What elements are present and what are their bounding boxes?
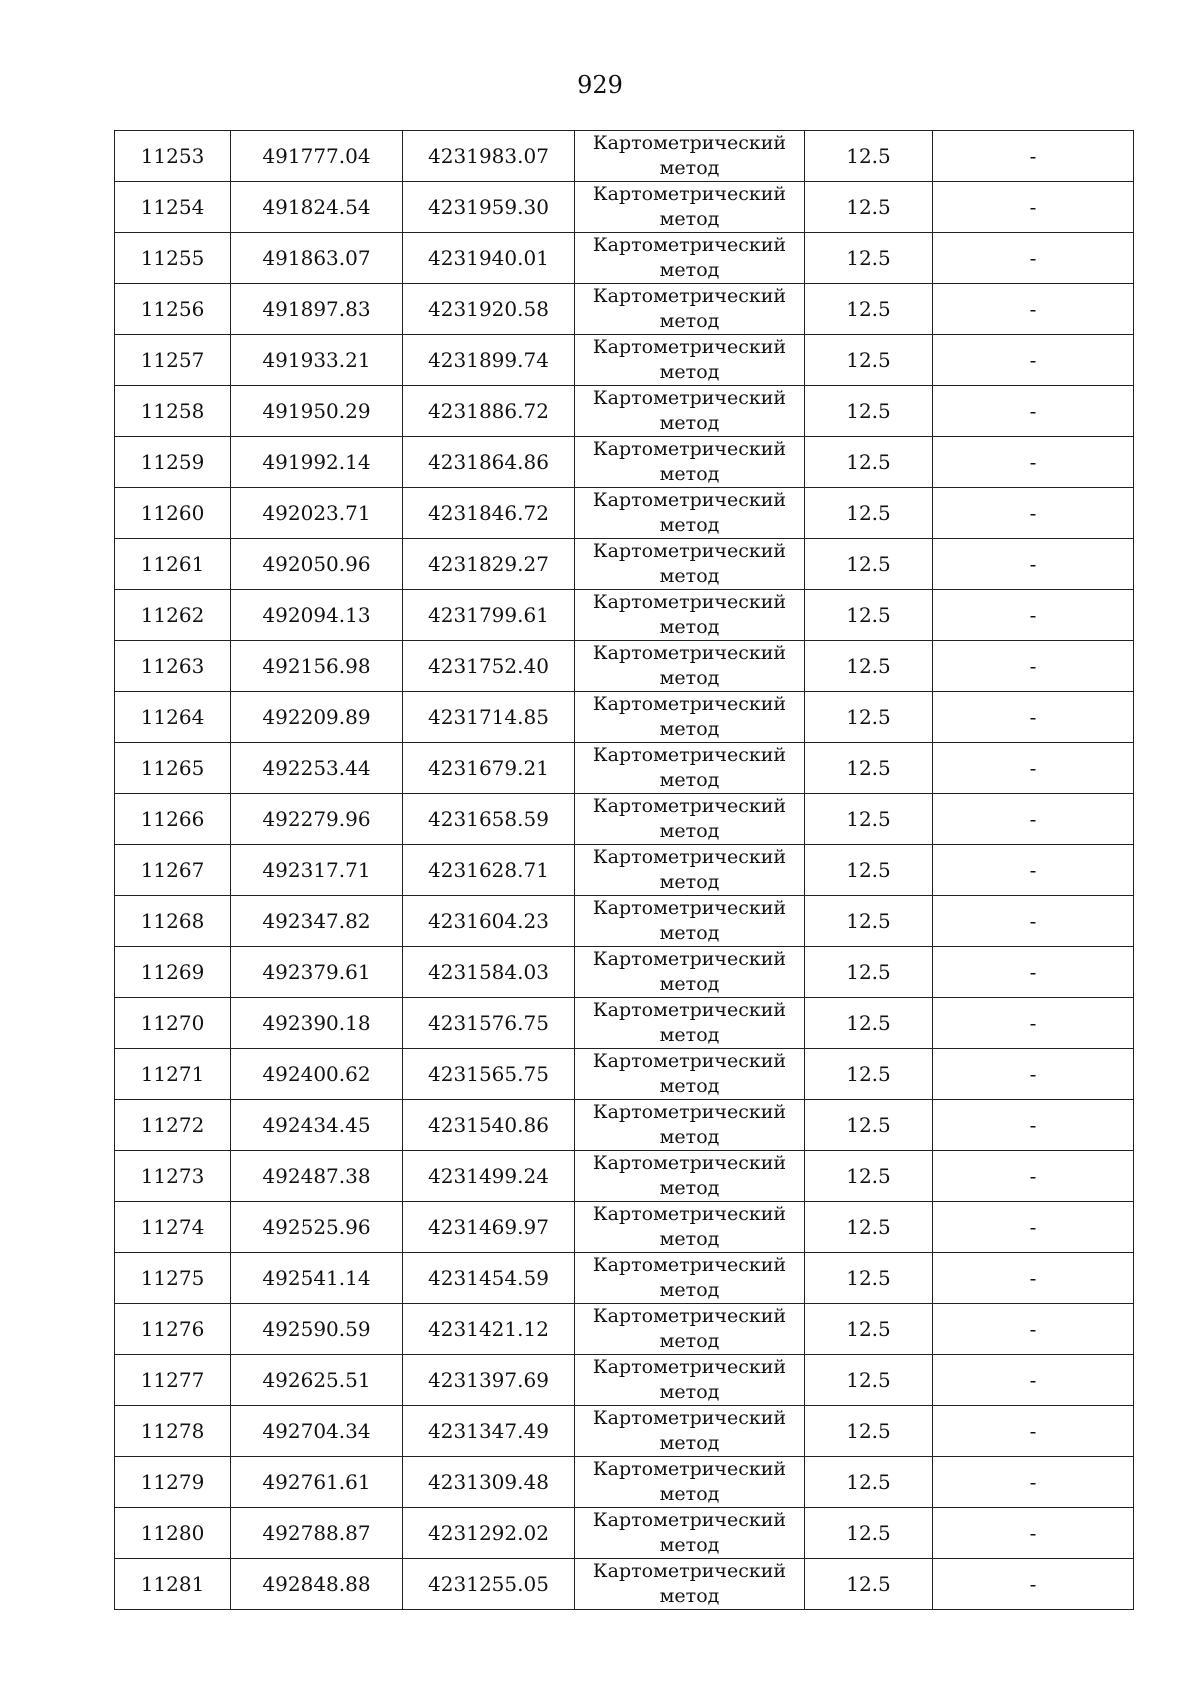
note-cell: - — [933, 1100, 1134, 1151]
note-cell: - — [933, 998, 1134, 1049]
point-id-cell: 11262 — [115, 590, 231, 641]
point-id-cell: 11261 — [115, 539, 231, 590]
accuracy-cell: 12.5 — [805, 284, 933, 335]
method-cell: Картометрический метод — [575, 1151, 805, 1202]
note-cell: - — [933, 182, 1134, 233]
table-row — [115, 845, 1134, 896]
note-cell: - — [933, 1559, 1134, 1610]
method-cell: Картометрический метод — [575, 233, 805, 284]
table-row — [115, 947, 1134, 998]
method-cell: Картометрический метод — [575, 1406, 805, 1457]
y-coordinate-cell: 4231846.72 — [403, 488, 575, 539]
accuracy-cell: 12.5 — [805, 1049, 933, 1100]
method-cell: Картометрический метод — [575, 743, 805, 794]
point-id-cell: 11255 — [115, 233, 231, 284]
note-cell: - — [933, 641, 1134, 692]
method-cell: Картометрический метод — [575, 1049, 805, 1100]
method-cell: Картометрический метод — [575, 1202, 805, 1253]
accuracy-cell: 12.5 — [805, 488, 933, 539]
point-id-cell: 11260 — [115, 488, 231, 539]
point-id-cell: 11270 — [115, 998, 231, 1049]
y-coordinate-cell: 4231714.85 — [403, 692, 575, 743]
point-id-cell: 11276 — [115, 1304, 231, 1355]
table-row — [115, 1202, 1134, 1253]
table-row — [115, 1406, 1134, 1457]
y-coordinate-cell: 4231347.49 — [403, 1406, 575, 1457]
table-row — [115, 743, 1134, 794]
table-row — [115, 1304, 1134, 1355]
y-coordinate-cell: 4231576.75 — [403, 998, 575, 1049]
y-coordinate-cell: 4231658.59 — [403, 794, 575, 845]
accuracy-cell: 12.5 — [805, 1253, 933, 1304]
y-coordinate-cell: 4231584.03 — [403, 947, 575, 998]
point-id-cell: 11263 — [115, 641, 231, 692]
y-coordinate-cell: 4231540.86 — [403, 1100, 575, 1151]
y-coordinate-cell: 4231752.40 — [403, 641, 575, 692]
method-cell: Картометрический метод — [575, 437, 805, 488]
y-coordinate-cell: 4231309.48 — [403, 1457, 575, 1508]
method-cell: Картометрический метод — [575, 284, 805, 335]
accuracy-cell: 12.5 — [805, 1100, 933, 1151]
table-row — [115, 131, 1134, 182]
accuracy-cell: 12.5 — [805, 437, 933, 488]
method-cell: Картометрический метод — [575, 590, 805, 641]
note-cell: - — [933, 1151, 1134, 1202]
method-cell: Картометрический метод — [575, 182, 805, 233]
point-id-cell: 11264 — [115, 692, 231, 743]
accuracy-cell: 12.5 — [805, 1457, 933, 1508]
point-id-cell: 11269 — [115, 947, 231, 998]
note-cell: - — [933, 1406, 1134, 1457]
x-coordinate-cell: 492848.88 — [231, 1559, 403, 1610]
note-cell: - — [933, 335, 1134, 386]
accuracy-cell: 12.5 — [805, 896, 933, 947]
method-cell: Картометрический метод — [575, 794, 805, 845]
point-id-cell: 11268 — [115, 896, 231, 947]
method-cell: Картометрический метод — [575, 1100, 805, 1151]
method-cell: Картометрический метод — [575, 131, 805, 182]
method-cell: Картометрический метод — [575, 947, 805, 998]
table-row — [115, 488, 1134, 539]
y-coordinate-cell: 4231397.69 — [403, 1355, 575, 1406]
point-id-cell: 11258 — [115, 386, 231, 437]
y-coordinate-cell: 4231864.86 — [403, 437, 575, 488]
table-row — [115, 896, 1134, 947]
accuracy-cell: 12.5 — [805, 692, 933, 743]
x-coordinate-cell: 491777.04 — [231, 131, 403, 182]
note-cell: - — [933, 131, 1134, 182]
note-cell: - — [933, 692, 1134, 743]
note-cell: - — [933, 794, 1134, 845]
y-coordinate-cell: 4231255.05 — [403, 1559, 575, 1610]
note-cell: - — [933, 1508, 1134, 1559]
x-coordinate-cell: 492704.34 — [231, 1406, 403, 1457]
table-row — [115, 233, 1134, 284]
accuracy-cell: 12.5 — [805, 386, 933, 437]
table-row — [115, 182, 1134, 233]
x-coordinate-cell: 492761.61 — [231, 1457, 403, 1508]
method-cell: Картометрический метод — [575, 1508, 805, 1559]
point-id-cell: 11267 — [115, 845, 231, 896]
method-cell: Картометрический метод — [575, 539, 805, 590]
note-cell: - — [933, 386, 1134, 437]
x-coordinate-cell: 492379.61 — [231, 947, 403, 998]
accuracy-cell: 12.5 — [805, 1202, 933, 1253]
table-row — [115, 1100, 1134, 1151]
note-cell: - — [933, 1355, 1134, 1406]
accuracy-cell: 12.5 — [805, 794, 933, 845]
method-cell: Картометрический метод — [575, 386, 805, 437]
x-coordinate-cell: 492541.14 — [231, 1253, 403, 1304]
method-cell: Картометрический метод — [575, 692, 805, 743]
table-row — [115, 539, 1134, 590]
accuracy-cell: 12.5 — [805, 233, 933, 284]
method-cell: Картометрический метод — [575, 1559, 805, 1610]
y-coordinate-cell: 4231679.21 — [403, 743, 575, 794]
method-cell: Картометрический метод — [575, 488, 805, 539]
method-cell: Картометрический метод — [575, 1457, 805, 1508]
point-id-cell: 11254 — [115, 182, 231, 233]
accuracy-cell: 12.5 — [805, 845, 933, 896]
y-coordinate-cell: 4231292.02 — [403, 1508, 575, 1559]
table-row — [115, 641, 1134, 692]
x-coordinate-cell: 492209.89 — [231, 692, 403, 743]
point-id-cell: 11281 — [115, 1559, 231, 1610]
table-row — [115, 590, 1134, 641]
y-coordinate-cell: 4231499.24 — [403, 1151, 575, 1202]
x-coordinate-cell: 491933.21 — [231, 335, 403, 386]
y-coordinate-cell: 4231628.71 — [403, 845, 575, 896]
table-row — [115, 386, 1134, 437]
x-coordinate-cell: 492487.38 — [231, 1151, 403, 1202]
note-cell: - — [933, 896, 1134, 947]
point-id-cell: 11253 — [115, 131, 231, 182]
note-cell: - — [933, 590, 1134, 641]
x-coordinate-cell: 491824.54 — [231, 182, 403, 233]
x-coordinate-cell: 492347.82 — [231, 896, 403, 947]
x-coordinate-cell: 492590.59 — [231, 1304, 403, 1355]
note-cell: - — [933, 488, 1134, 539]
x-coordinate-cell: 492625.51 — [231, 1355, 403, 1406]
y-coordinate-cell: 4231829.27 — [403, 539, 575, 590]
table-row — [115, 284, 1134, 335]
point-id-cell: 11257 — [115, 335, 231, 386]
x-coordinate-cell: 492253.44 — [231, 743, 403, 794]
accuracy-cell: 12.5 — [805, 1304, 933, 1355]
x-coordinate-cell: 492434.45 — [231, 1100, 403, 1151]
x-coordinate-cell: 492317.71 — [231, 845, 403, 896]
accuracy-cell: 12.5 — [805, 743, 933, 794]
point-id-cell: 11271 — [115, 1049, 231, 1100]
table-row — [115, 692, 1134, 743]
point-id-cell: 11278 — [115, 1406, 231, 1457]
note-cell: - — [933, 539, 1134, 590]
x-coordinate-cell: 492400.62 — [231, 1049, 403, 1100]
y-coordinate-cell: 4231604.23 — [403, 896, 575, 947]
coordinates-table-body — [115, 131, 1134, 1610]
accuracy-cell: 12.5 — [805, 1508, 933, 1559]
y-coordinate-cell: 4231421.12 — [403, 1304, 575, 1355]
note-cell: - — [933, 1202, 1134, 1253]
x-coordinate-cell: 491992.14 — [231, 437, 403, 488]
table-row — [115, 794, 1134, 845]
x-coordinate-cell: 492023.71 — [231, 488, 403, 539]
note-cell: - — [933, 1457, 1134, 1508]
method-cell: Картометрический метод — [575, 641, 805, 692]
point-id-cell: 11265 — [115, 743, 231, 794]
table-row — [115, 1559, 1134, 1610]
point-id-cell: 11273 — [115, 1151, 231, 1202]
method-cell: Картометрический метод — [575, 1253, 805, 1304]
note-cell: - — [933, 1253, 1134, 1304]
point-id-cell: 11274 — [115, 1202, 231, 1253]
point-id-cell: 11272 — [115, 1100, 231, 1151]
x-coordinate-cell: 492788.87 — [231, 1508, 403, 1559]
method-cell: Картометрический метод — [575, 1355, 805, 1406]
point-id-cell: 11266 — [115, 794, 231, 845]
table-row — [115, 998, 1134, 1049]
table-row — [115, 335, 1134, 386]
point-id-cell: 11277 — [115, 1355, 231, 1406]
accuracy-cell: 12.5 — [805, 1406, 933, 1457]
y-coordinate-cell: 4231886.72 — [403, 386, 575, 437]
accuracy-cell: 12.5 — [805, 1355, 933, 1406]
table-row — [115, 1049, 1134, 1100]
table-row — [115, 1508, 1134, 1559]
accuracy-cell: 12.5 — [805, 182, 933, 233]
y-coordinate-cell: 4231959.30 — [403, 182, 575, 233]
accuracy-cell: 12.5 — [805, 590, 933, 641]
accuracy-cell: 12.5 — [805, 1151, 933, 1202]
x-coordinate-cell: 492279.96 — [231, 794, 403, 845]
method-cell: Картометрический метод — [575, 896, 805, 947]
accuracy-cell: 12.5 — [805, 539, 933, 590]
method-cell: Картометрический метод — [575, 1304, 805, 1355]
note-cell: - — [933, 845, 1134, 896]
x-coordinate-cell: 492050.96 — [231, 539, 403, 590]
point-id-cell: 11280 — [115, 1508, 231, 1559]
method-cell: Картометрический метод — [575, 335, 805, 386]
note-cell: - — [933, 1049, 1134, 1100]
note-cell: - — [933, 437, 1134, 488]
note-cell: - — [933, 947, 1134, 998]
x-coordinate-cell: 491863.07 — [231, 233, 403, 284]
x-coordinate-cell: 491897.83 — [231, 284, 403, 335]
note-cell: - — [933, 233, 1134, 284]
method-cell: Картометрический метод — [575, 998, 805, 1049]
table-row — [115, 1151, 1134, 1202]
accuracy-cell: 12.5 — [805, 1559, 933, 1610]
point-id-cell: 11256 — [115, 284, 231, 335]
point-id-cell: 11275 — [115, 1253, 231, 1304]
x-coordinate-cell: 492156.98 — [231, 641, 403, 692]
y-coordinate-cell: 4231799.61 — [403, 590, 575, 641]
point-id-cell: 11259 — [115, 437, 231, 488]
y-coordinate-cell: 4231920.58 — [403, 284, 575, 335]
x-coordinate-cell: 492390.18 — [231, 998, 403, 1049]
y-coordinate-cell: 4231454.59 — [403, 1253, 575, 1304]
y-coordinate-cell: 4231983.07 — [403, 131, 575, 182]
y-coordinate-cell: 4231940.01 — [403, 233, 575, 284]
point-id-cell: 11279 — [115, 1457, 231, 1508]
coordinates-table — [114, 130, 1134, 1610]
accuracy-cell: 12.5 — [805, 131, 933, 182]
note-cell: - — [933, 743, 1134, 794]
y-coordinate-cell: 4231565.75 — [403, 1049, 575, 1100]
table-row — [115, 1355, 1134, 1406]
accuracy-cell: 12.5 — [805, 641, 933, 692]
table-row — [115, 1457, 1134, 1508]
method-cell: Картометрический метод — [575, 845, 805, 896]
x-coordinate-cell: 492094.13 — [231, 590, 403, 641]
x-coordinate-cell: 491950.29 — [231, 386, 403, 437]
y-coordinate-cell: 4231899.74 — [403, 335, 575, 386]
table-row — [115, 1253, 1134, 1304]
note-cell: - — [933, 284, 1134, 335]
note-cell: - — [933, 1304, 1134, 1355]
x-coordinate-cell: 492525.96 — [231, 1202, 403, 1253]
accuracy-cell: 12.5 — [805, 947, 933, 998]
page-number: 929 — [577, 71, 623, 99]
table-row — [115, 437, 1134, 488]
y-coordinate-cell: 4231469.97 — [403, 1202, 575, 1253]
accuracy-cell: 12.5 — [805, 998, 933, 1049]
accuracy-cell: 12.5 — [805, 335, 933, 386]
